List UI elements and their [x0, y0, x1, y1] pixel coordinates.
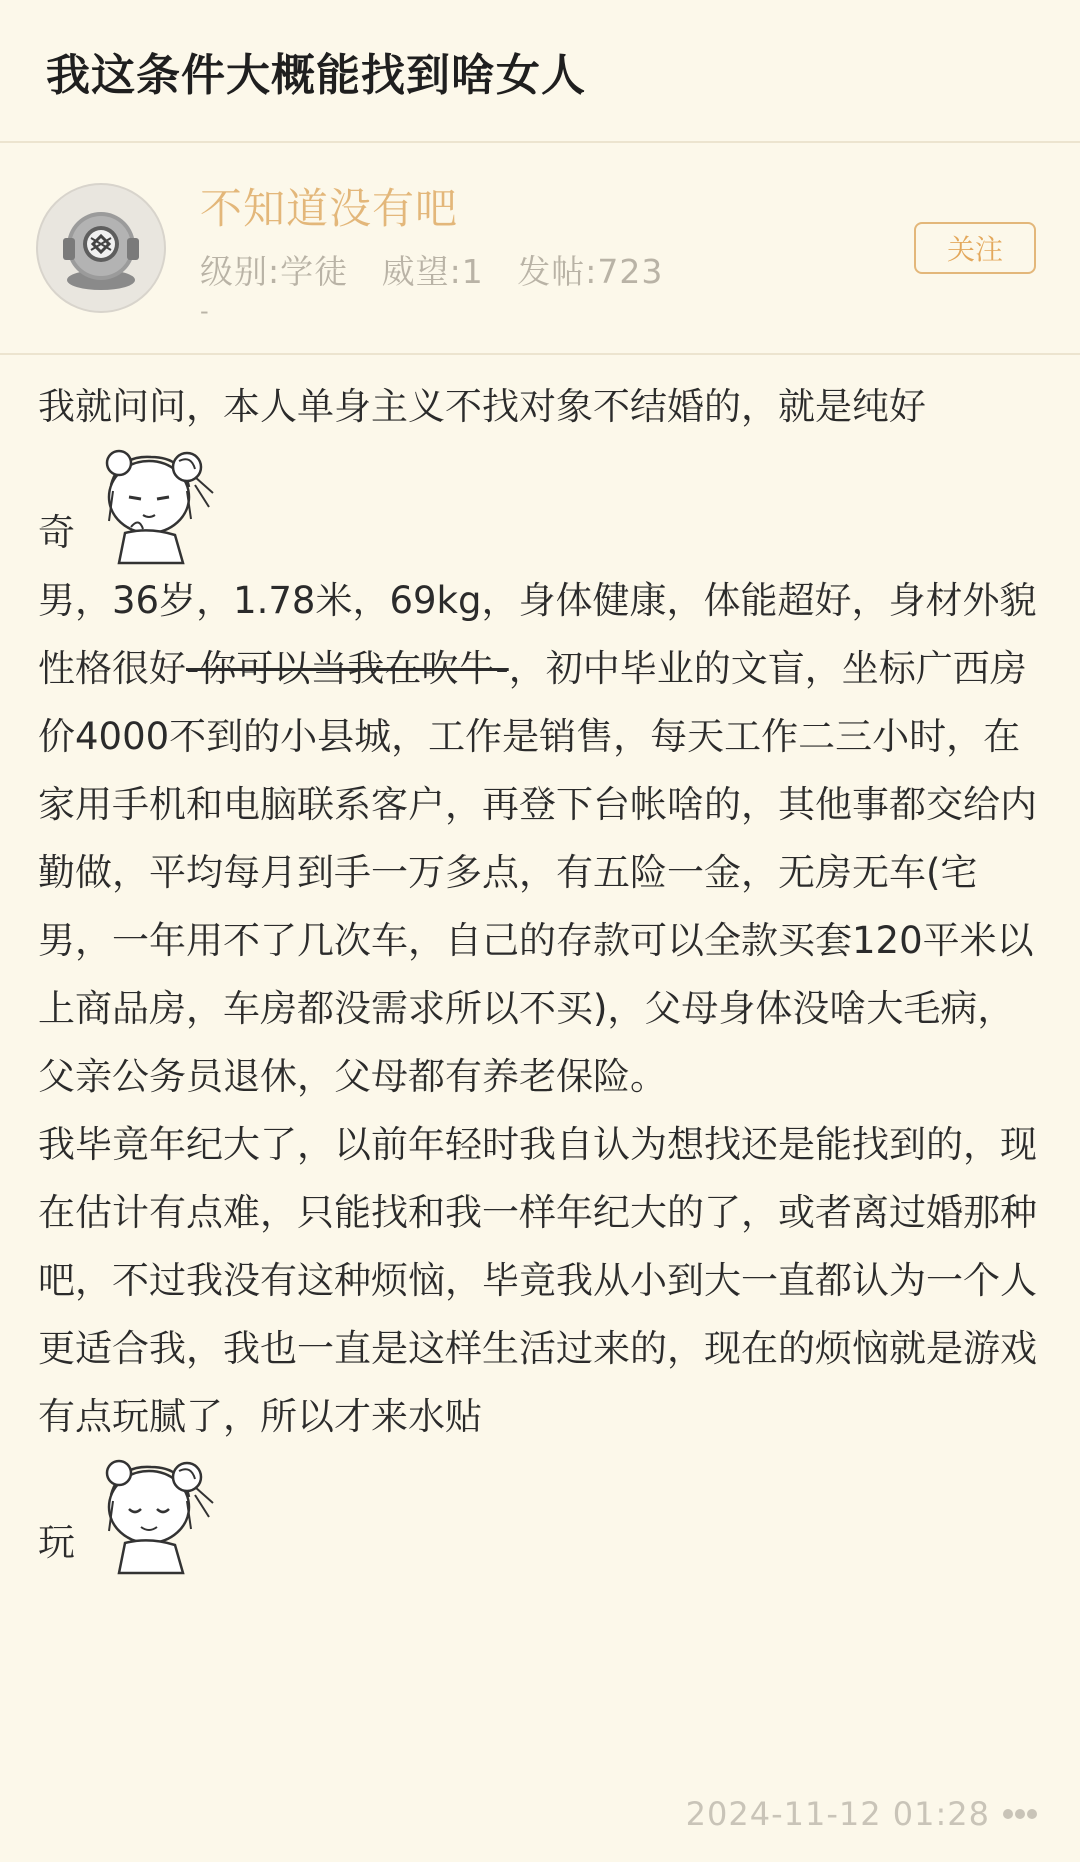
paragraph-1-tail [38, 441, 1042, 567]
author-card [0, 143, 1080, 355]
post-header [0, 0, 1080, 143]
author-meta [200, 246, 914, 293]
anime-girl-sticker-icon [79, 441, 227, 565]
paragraph-1 [38, 373, 1042, 441]
more-dots-icon[interactable] [1000, 1802, 1040, 1826]
author-name[interactable]: 不知道没有吧 [200, 183, 459, 233]
author-avatar[interactable] [36, 183, 166, 313]
post-timestamp [686, 1795, 1040, 1833]
author-signature: - [200, 296, 209, 325]
paragraph-1-tail-text: 奇 [38, 511, 75, 554]
paragraph-2-strikethrough: -你可以当我在吹牛- [186, 647, 509, 690]
anime-girl-sticker-icon [79, 1451, 227, 1575]
paragraph-3-tail-text: 玩 [38, 1521, 75, 1564]
follow-button[interactable]: 关注 [914, 222, 1036, 274]
timestamp-text: 2024-11-12 01:28 [685, 1795, 990, 1833]
paragraph-3 [38, 1111, 1042, 1451]
paragraph-2-text-a: 男，36岁，1.78米，69kg，身体健康，体能超好，身材外貌性格很好 [38, 579, 1037, 690]
post-title: 我这条件大概能找到啥女人 [46, 49, 586, 101]
post-content [0, 355, 1080, 1577]
author-post-count: 发帖:723 [517, 251, 664, 291]
paragraph-2 [38, 567, 1042, 1111]
author-level: 级别:学徒 [200, 251, 349, 291]
diving-helmet-icon [53, 200, 149, 296]
paragraph-2-text-b: ，初中毕业的文盲，坐标广西房价4000不到的小县城，工作是销售，每天工作二三小时，在家用手机和电脑联系客户，再登下台帐啥的，其他事都交给内勤做，平均每月到手一万多点，有五险一金，无房无车(宅男，一年用不了几次车，自己的存款可以全款买套120平米以上商品房，车房都没需求所以不买)，父母身体没啥大毛病，父亲公务员退休，父母都有养老保险。 [38, 647, 1037, 1098]
paragraph-1-text: 我就问问，本人单身主义不找对象不结婚的，就是纯好 [38, 385, 926, 428]
paragraph-3-tail [38, 1451, 1042, 1577]
paragraph-3-text: 我毕竟年纪大了，以前年轻时我自认为想找还是能找到的，现在估计有点难，只能找和我一样年纪大的了，或者离过婚那种吧，不过我没有这种烦恼，毕竟我从小到大一直都认为一个人更适合我，我也一直是这样生活过来的，现在的烦恼就是游戏有点玩腻了，所以才来水贴 [38, 1123, 1037, 1438]
author-prestige: 威望:1 [381, 251, 484, 291]
